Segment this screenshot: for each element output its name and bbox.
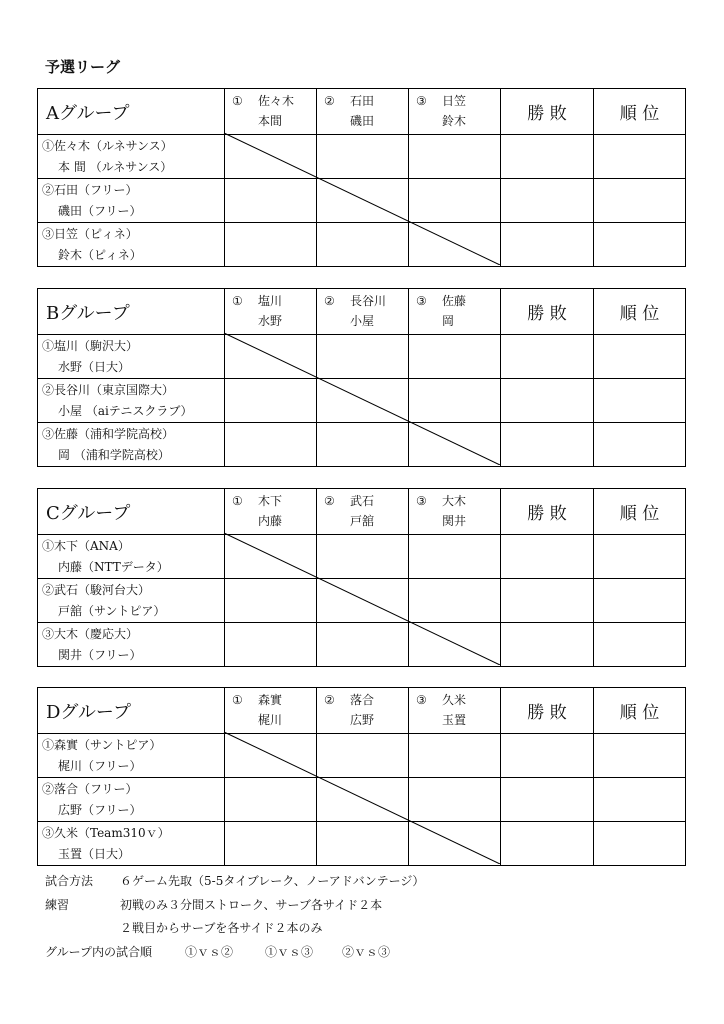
- pair-cell: [38, 335, 225, 379]
- pair-player1: ②長谷川（東京国際大）: [42, 382, 175, 397]
- pair-player2: 岡 （浦和学院高校）: [58, 447, 170, 462]
- group-grid: [37, 687, 686, 866]
- pair-player2: 戸舘（サントピア）: [58, 603, 166, 618]
- opponent-player2: 水野: [258, 314, 283, 328]
- opponent-player2: 小屋: [350, 314, 375, 328]
- pair-cell: [38, 734, 225, 778]
- opponent-player1: 久米: [442, 693, 467, 707]
- opponent-player1: 長谷川: [350, 294, 387, 308]
- opponent-number: ②: [324, 494, 335, 508]
- practice-line1: 初戦のみ３分間ストローク、サーブ各サイド２本: [120, 897, 383, 912]
- order-label: グループ内の試合順: [45, 944, 153, 959]
- opponent-player2: 玉置: [442, 713, 467, 727]
- pair-cell: [38, 423, 225, 467]
- practice-line2: ２戦目からサーブを各サイド２本のみ: [120, 921, 323, 935]
- opponent-player2: 鈴木: [442, 114, 467, 128]
- result-cell: [409, 822, 501, 866]
- result-cell: [317, 778, 409, 822]
- result-cell: [225, 135, 317, 179]
- opponent-header-cell: [317, 289, 409, 335]
- result-cell: [501, 579, 594, 623]
- result-cell: [501, 535, 594, 579]
- opponent-player1: 大木: [442, 494, 467, 508]
- opponent-player1: 佐々木: [258, 94, 295, 108]
- result-cell: [317, 579, 409, 623]
- result-cell: [409, 778, 501, 822]
- result-cell: [225, 179, 317, 223]
- result-cell: [594, 223, 686, 267]
- pair-player2: 広野（フリー）: [58, 802, 142, 817]
- result-cell: [225, 335, 317, 379]
- opponent-player1: 塩川: [258, 294, 283, 308]
- pair-player1: ③日笠（ピィネ）: [42, 226, 138, 241]
- opponent-number: ③: [416, 693, 427, 707]
- group-d-table: [37, 687, 685, 864]
- opponent-number: ①: [232, 693, 243, 707]
- result-cell: [501, 778, 594, 822]
- result-cell: [317, 623, 409, 667]
- rank-header: 順 位: [594, 89, 686, 135]
- pair-row: [38, 778, 686, 822]
- pair-row: [38, 579, 686, 623]
- result-cell: [225, 778, 317, 822]
- pair-player2: 鈴木（ピィネ）: [58, 247, 142, 262]
- group-a-table: [37, 88, 685, 265]
- result-cell: [317, 535, 409, 579]
- opponent-number: ③: [416, 94, 427, 108]
- opponent-number: ②: [324, 94, 335, 108]
- result-cell: [501, 734, 594, 778]
- pair-row: [38, 535, 686, 579]
- group-c-table: [37, 488, 685, 665]
- pair-player1: ②石田（フリー）: [42, 182, 138, 197]
- result-cell: [317, 135, 409, 179]
- opponent-number: ①: [232, 294, 243, 308]
- pair-row: [38, 335, 686, 379]
- result-cell: [501, 822, 594, 866]
- result-cell: [317, 822, 409, 866]
- pair-player2: 内藤（NTTデータ）: [58, 559, 169, 574]
- match-notes: [45, 870, 424, 964]
- result-cell: [225, 423, 317, 467]
- result-cell: [594, 423, 686, 467]
- opponent-player2: 本間: [258, 114, 283, 128]
- pair-row: [38, 379, 686, 423]
- opponent-header-cell: [225, 89, 317, 135]
- opponent-player2: 関井: [442, 514, 467, 528]
- opponent-player2: 梶川: [258, 713, 283, 727]
- opponent-number: ②: [324, 294, 335, 308]
- result-cell: [225, 223, 317, 267]
- pair-player1: ①佐々木（ルネサンス）: [42, 138, 173, 153]
- opponent-header-cell: [317, 688, 409, 734]
- opponent-number: ③: [416, 494, 427, 508]
- opponent-header-cell: [409, 289, 501, 335]
- rank-header: 順 位: [594, 489, 686, 535]
- method-label: 試合方法: [45, 874, 94, 888]
- opponent-header-cell: [409, 489, 501, 535]
- win-loss-header: 勝 敗: [501, 89, 594, 135]
- pair-player1: ③大木（慶応大）: [42, 626, 139, 641]
- opponent-header-cell: [225, 289, 317, 335]
- result-cell: [409, 135, 501, 179]
- pair-player2: 梶川（フリー）: [58, 758, 142, 773]
- pair-player1: ①木下（ANA）: [42, 538, 130, 553]
- result-cell: [501, 135, 594, 179]
- pair-player2: 水野（日大）: [58, 359, 131, 374]
- opponent-number: ③: [416, 294, 427, 308]
- order-item: ①ｖｓ③: [265, 944, 314, 959]
- pair-row: [38, 423, 686, 467]
- opponent-player2: 岡: [442, 314, 455, 328]
- group-name: Aグループ: [38, 89, 225, 135]
- pair-row: [38, 734, 686, 778]
- pair-cell: [38, 822, 225, 866]
- result-cell: [225, 623, 317, 667]
- opponent-player1: 日笠: [442, 94, 467, 108]
- result-cell: [317, 335, 409, 379]
- group-grid: [37, 288, 686, 467]
- opponent-player1: 森實: [258, 693, 283, 707]
- opponent-player2: 広野: [350, 713, 375, 727]
- result-cell: [594, 179, 686, 223]
- opponent-player1: 武石: [350, 494, 375, 508]
- result-cell: [594, 822, 686, 866]
- pair-player1: ③久米（Team310ｖ）: [42, 825, 170, 840]
- opponent-player2: 磯田: [350, 114, 375, 128]
- pair-player1: ①森實（サントピア）: [42, 737, 162, 752]
- result-cell: [409, 179, 501, 223]
- pair-row: [38, 179, 686, 223]
- pair-player1: ①塩川（駒沢大）: [42, 338, 139, 353]
- practice-label: 練習: [45, 897, 70, 912]
- pair-player2: 磯田（フリー）: [58, 203, 142, 218]
- result-cell: [317, 734, 409, 778]
- result-cell: [594, 579, 686, 623]
- result-cell: [501, 623, 594, 667]
- pair-cell: [38, 579, 225, 623]
- pair-cell: [38, 623, 225, 667]
- result-cell: [501, 223, 594, 267]
- result-cell: [501, 179, 594, 223]
- method-text: ６ゲーム先取（5-5タイブレーク、ノーアドバンテージ）: [120, 874, 425, 888]
- result-cell: [594, 379, 686, 423]
- pair-cell: [38, 179, 225, 223]
- page-title: 予選リーグ: [45, 58, 121, 76]
- pair-cell: [38, 379, 225, 423]
- pair-player2: 関井（フリー）: [58, 647, 142, 662]
- result-cell: [317, 423, 409, 467]
- pair-player1: ③佐藤（浦和学院高校）: [42, 426, 175, 441]
- opponent-header-cell: [409, 89, 501, 135]
- opponent-header-cell: [317, 489, 409, 535]
- opponent-number: ①: [232, 494, 243, 508]
- pair-row: [38, 822, 686, 866]
- result-cell: [501, 335, 594, 379]
- pair-player2: 小屋 （aiテニスクラブ）: [58, 403, 193, 418]
- result-cell: [409, 734, 501, 778]
- opponent-player1: 木下: [258, 494, 283, 508]
- pair-player1: ②武石（駿河台大）: [42, 582, 151, 597]
- opponent-number: ②: [324, 693, 335, 707]
- result-cell: [409, 535, 501, 579]
- group-b-table: [37, 288, 685, 465]
- pair-player2: 本 間 （ルネサンス）: [58, 159, 173, 174]
- result-cell: [317, 223, 409, 267]
- group-name: Dグループ: [38, 688, 225, 734]
- opponent-header-cell: [225, 489, 317, 535]
- pair-row: [38, 223, 686, 267]
- opponent-player2: 戸舘: [350, 514, 375, 528]
- result-cell: [225, 579, 317, 623]
- result-cell: [225, 822, 317, 866]
- opponent-player1: 佐藤: [442, 294, 467, 308]
- pair-cell: [38, 778, 225, 822]
- group-name: Bグループ: [38, 289, 225, 335]
- win-loss-header: 勝 敗: [501, 688, 594, 734]
- result-cell: [594, 135, 686, 179]
- result-cell: [317, 179, 409, 223]
- result-cell: [225, 535, 317, 579]
- result-cell: [594, 734, 686, 778]
- opponent-header-cell: [317, 89, 409, 135]
- result-cell: [409, 223, 501, 267]
- result-cell: [409, 579, 501, 623]
- opponent-header-cell: [225, 688, 317, 734]
- opponent-header-cell: [409, 688, 501, 734]
- result-cell: [501, 423, 594, 467]
- result-cell: [225, 734, 317, 778]
- rank-header: 順 位: [594, 289, 686, 335]
- pair-player1: ②落合（フリー）: [42, 781, 138, 796]
- pair-player2: 玉置（日大）: [58, 846, 131, 861]
- result-cell: [594, 623, 686, 667]
- group-grid: [37, 488, 686, 667]
- result-cell: [409, 379, 501, 423]
- opponent-player2: 内藤: [258, 514, 283, 528]
- pair-row: [38, 135, 686, 179]
- pair-row: [38, 623, 686, 667]
- group-name: Cグループ: [38, 489, 225, 535]
- result-cell: [594, 335, 686, 379]
- pair-cell: [38, 535, 225, 579]
- result-cell: [409, 623, 501, 667]
- order-item: ①ｖｓ②: [185, 944, 234, 959]
- result-cell: [317, 379, 409, 423]
- opponent-number: ①: [232, 94, 243, 108]
- win-loss-header: 勝 敗: [501, 289, 594, 335]
- pair-cell: [38, 135, 225, 179]
- pair-cell: [38, 223, 225, 267]
- order-item: ②ｖｓ③: [342, 944, 391, 959]
- result-cell: [594, 778, 686, 822]
- result-cell: [594, 535, 686, 579]
- rank-header: 順 位: [594, 688, 686, 734]
- result-cell: [409, 423, 501, 467]
- result-cell: [409, 335, 501, 379]
- result-cell: [501, 379, 594, 423]
- opponent-player1: 石田: [350, 94, 375, 108]
- opponent-player1: 落合: [350, 693, 375, 707]
- win-loss-header: 勝 敗: [501, 489, 594, 535]
- result-cell: [225, 379, 317, 423]
- group-grid: [37, 88, 686, 267]
